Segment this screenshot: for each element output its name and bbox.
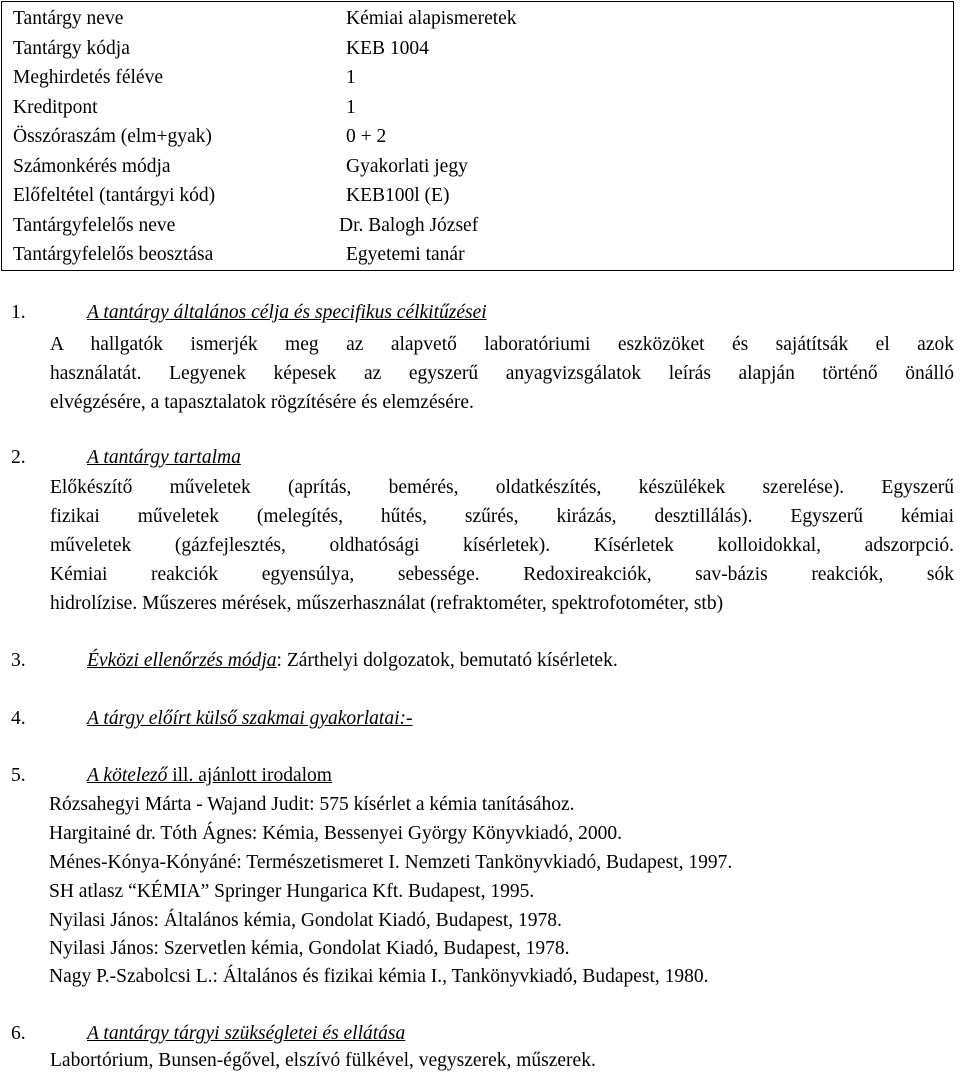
reference-item: SH atlasz “KÉMIA” Springer Hungarica Kft. Budapest, 1995. xyxy=(49,881,535,902)
section-1-body xyxy=(50,330,954,417)
section-title xyxy=(87,765,332,787)
section-number: 3. xyxy=(11,650,26,671)
section-title: Évközi ellenőrzés módja xyxy=(87,650,277,671)
info-value: KEB 1004 xyxy=(346,38,429,59)
section-number: 2. xyxy=(11,447,26,468)
section-title: A tantárgy általános célja és specifikus célkitűzései xyxy=(87,302,487,323)
info-value: Kémiai alapismeretek xyxy=(346,8,517,29)
info-label: Tantárgy kódja xyxy=(13,38,130,59)
reference-item: Nagy P.-Szabolcsi L.: Általános és fizikai kémia I., Tankönyvkiadó, Budapest, 1980. xyxy=(49,966,709,987)
reference-item: Rózsahegyi Márta - Wajand Judit: 575 kísérlet a kémia tanításához. xyxy=(49,794,575,815)
section-2-body xyxy=(50,473,954,618)
reference-item: Nyilasi János: Szervetlen kémia, Gondolat Kiadó, Budapest, 1978. xyxy=(49,938,570,959)
section-title: A tantárgy tartalma xyxy=(87,447,241,468)
reference-item: Nyilasi János: Általános kémia, Gondolat Kiadó, Budapest, 1978. xyxy=(49,910,562,931)
text-line: A hallgatók ismerjék meg az alapvető laboratóriumi eszközöket és sajátítsák el azok xyxy=(50,334,954,355)
info-value: Dr. Balogh József xyxy=(339,215,479,236)
info-label: Tantárgy neve xyxy=(13,8,124,29)
text-line: hidrolízise. Műszeres mérések, műszerhasználat (refraktométer, spektrofotométer, stb) xyxy=(50,593,724,614)
text-line: Előkészítő műveletek (aprítás, bemérés, oldatkészítés, készülékek szerelése). Egyszerű xyxy=(50,477,954,498)
info-label: Összóraszám (elm+gyak) xyxy=(13,126,212,147)
info-label: Kreditpont xyxy=(13,97,98,118)
section-number: 5. xyxy=(11,765,26,786)
info-label: Számonkérés módja xyxy=(13,156,171,177)
text-line: műveletek (gázfejlesztés, oldhatósági kísérletek). Kísérletek kolloidokkal, adszorpció. xyxy=(50,535,954,556)
section-number: 1. xyxy=(11,302,26,323)
info-value: 1 xyxy=(346,97,356,118)
section-number: 4. xyxy=(11,708,26,729)
reference-item: Ménes-Kónya-Kónyáné: Természetismeret I. Nemzeti Tankönyvkiadó, Budapest, 1997. xyxy=(49,852,733,873)
info-label: Tantárgyfelelős beosztása xyxy=(13,244,214,265)
info-label: Meghirdetés féléve xyxy=(13,67,163,88)
section-number: 6. xyxy=(11,1023,26,1044)
section-text: : Zárthelyi dolgozatok, bemutató kísérletek. xyxy=(276,650,618,671)
section-3-line xyxy=(87,650,618,672)
info-label: Előfeltétel (tantárgyi kód) xyxy=(13,185,216,206)
section-title-italic: A kötelező xyxy=(87,765,168,786)
text-line: használatát. Legyenek képesek az egyszerű anyagvizsgálatok leírás alapján történő önálló xyxy=(50,363,954,384)
text-line: Kémiai reakciók egyensúlya, sebessége. Redoxireakciók, sav-bázis reakciók, sók xyxy=(50,564,954,585)
section-title: A tárgy előírt külső szakmai gyakorlatai:- xyxy=(87,708,413,729)
section-title-rest: ill. ajánlott irodalom xyxy=(167,765,332,786)
section-6-body: Labortórium, Bunsen-égővel, elszívó fülkével, vegyszerek, műszerek. xyxy=(50,1050,596,1071)
course-info-table xyxy=(1,1,954,271)
text-line: fizikai műveletek (melegítés, hűtés, szűrés, kirázás, desztillálás). Egyszerű kémiai xyxy=(50,506,954,527)
text-line: elvégzésére, a tapasztalatok rögzítésére és elemzésére. xyxy=(50,392,474,413)
info-value: KEB100l (E) xyxy=(346,185,450,206)
section-title: A tantárgy tárgyi szükségletei és ellátása xyxy=(87,1023,406,1044)
reference-item: Hargitainé dr. Tóth Ágnes: Kémia, Bessenyei György Könyvkiadó, 2000. xyxy=(49,823,623,844)
info-label: Tantárgyfelelős neve xyxy=(13,215,176,236)
info-value: 1 xyxy=(346,67,356,88)
info-value: 0 + 2 xyxy=(346,126,387,147)
info-value: Gyakorlati jegy xyxy=(346,156,468,177)
info-value: Egyetemi tanár xyxy=(346,244,465,265)
